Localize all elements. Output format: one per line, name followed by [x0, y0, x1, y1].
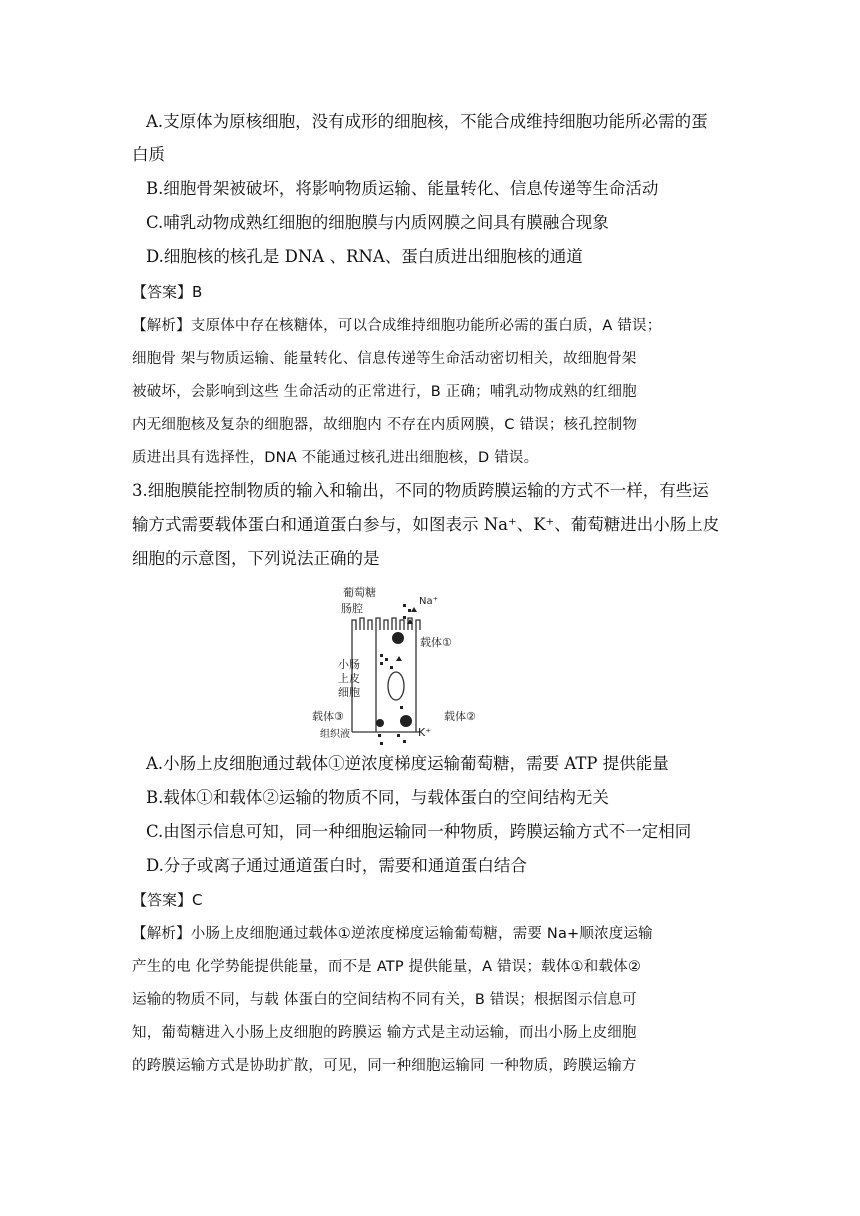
- q2-explanation-line: 内无细胞核及复杂的细胞器，故细胞内 不存在内质网膜，C 错误；核孔控制物: [132, 417, 638, 433]
- label-cell-3: 细胞: [338, 686, 360, 699]
- q2-explanation-line: 细胞骨 架与物质运输、能量转化、信息传递等生命活动密切相关，故细胞骨架: [132, 351, 637, 367]
- intestinal-cell-figure: [300, 582, 476, 752]
- q2-answer: 【答案】B: [132, 283, 203, 301]
- q3-stem-line: 细胞的示意图，下列说法正确的是: [132, 549, 380, 568]
- q2-option-d: D.细胞核的核孔是 DNA 、RNA、蛋白质进出细胞核的通道: [146, 247, 583, 266]
- label-cell-1: 小肠: [338, 658, 360, 671]
- cell-outline: [352, 618, 420, 732]
- q3-explanation-line: 【解析】小肠上皮细胞通过载体①逆浓度梯度运输葡萄糖，需要 Na+顺浓度运输: [132, 926, 653, 942]
- q2-option-b: B.细胞骨架被破坏，将影响物质运输、能量转化、信息传递等生命活动: [146, 179, 659, 198]
- label-glucose: 葡萄糖: [343, 586, 376, 599]
- q3-explanation-line: 产生的电 化学势能提供能量，而不是 ATP 提供能量，A 错误；载体①和载体②: [132, 959, 642, 975]
- q3-stem-line: 3.细胞膜能控制物质的输入和输出，不同的物质跨膜运输的方式不一样，有些运: [132, 481, 709, 500]
- label-cell-2: 上皮: [338, 672, 360, 685]
- q3-option-c: C.由图示信息可知，同一种细胞运输同一种物质，跨膜运输方式不一定相同: [146, 822, 692, 841]
- q3-option-b: B.载体①和载体②运输的物质不同，与载体蛋白的空间结构无关: [146, 788, 609, 807]
- q2-explanation-line: 质进出具有选择性，DNA 不能通过核孔进出细胞核，D 错误。: [132, 450, 539, 466]
- q2-option-a-line2: 白质: [132, 145, 165, 164]
- carrier3-protein: [376, 719, 384, 727]
- q2-explanation-line: 【解析】支原体中存在核糖体，可以合成维持细胞功能所必需的蛋白质，A 错误；: [132, 318, 662, 334]
- label-carrier2: 载体②: [444, 710, 476, 723]
- carrier2-protein: [400, 715, 412, 727]
- q3-stem-line: 输方式需要载体蛋白和通道蛋白参与，如图表示 Na⁺、K⁺、葡萄糖进出小肠上皮: [132, 515, 720, 534]
- q3-explanation-line: 的跨膜运输方式是协助扩散，可见，同一种细胞运输同 一种物质，跨膜运输方: [132, 1058, 637, 1074]
- label-carrier1: 载体①: [420, 636, 452, 649]
- q2-option-a-line1: A.支原体为原核细胞，没有成形的细胞核，不能合成维持细胞功能所必需的蛋: [146, 112, 708, 131]
- label-carrier3: 载体③: [312, 710, 344, 723]
- q3-answer: 【答案】C: [132, 891, 203, 909]
- q3-option-a: A.小肠上皮细胞通过载体①逆浓度梯度运输葡萄糖，需要 ATP 提供能量: [146, 754, 669, 773]
- label-tissue-fluid: 组织液: [320, 729, 350, 740]
- q2-explanation-line: 被破坏，会影响到这些 生命活动的正常进行，B 正确；哺乳动物成熟的红细胞: [132, 384, 637, 400]
- carrier1-protein: [392, 632, 404, 644]
- q3-option-d: D.分子或离子通过通道蛋白时，需要和通道蛋白结合: [146, 856, 527, 875]
- label-lumen: 肠腔: [341, 602, 363, 615]
- q2-option-c: C.哺乳动物成熟红细胞的细胞膜与内质网膜之间具有膜融合现象: [146, 213, 609, 232]
- q3-explanation-line: 运输的物质不同，与载 体蛋白的空间结构不同有关，B 错误；根据图示信息可: [132, 992, 637, 1008]
- label-k: K⁺: [418, 726, 432, 739]
- q3-explanation-line: 知，葡萄糖进入小肠上皮细胞的跨膜运 输方式是主动运输，而出小肠上皮细胞: [132, 1025, 637, 1041]
- label-na: Na⁺: [419, 596, 438, 607]
